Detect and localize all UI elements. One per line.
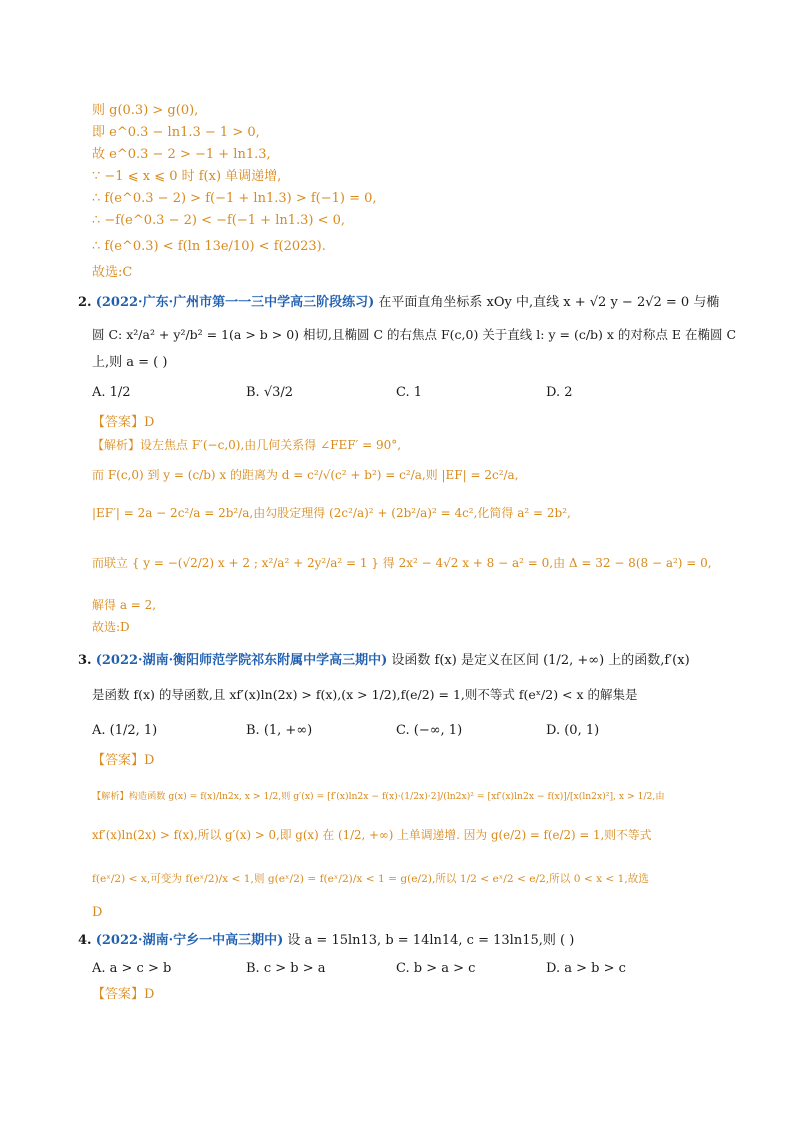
analysis-line: 解得 a = 2,: [92, 598, 157, 612]
analysis-line: 【解析】设左焦点 F′(−c,0),由几何关系得 ∠FEF′ = 90°,: [92, 438, 402, 452]
option-b: B. c > b > a: [246, 961, 326, 976]
option-a: A. a > c > b: [92, 961, 172, 976]
analysis-line: xf′(x)ln(2x) > f(x),所以 g′(x) > 0,即 g(x) 在 (1/2, +∞) 上单调递增. 因为 g(e/2) = f(e/2) = 1,则不等式: [92, 828, 652, 842]
question-4-stem: [78, 932, 574, 950]
question-text: 在平面直角坐标系 xOy 中,直线 x + √2 y − 2√2 = 0 与椭: [378, 295, 720, 310]
option-b: B. (1, +∞): [246, 723, 313, 738]
prev-solution-line: ∵ −1 ⩽ x ⩽ 0 时 f(x) 单调递增,: [92, 169, 282, 184]
prev-solution-line: ∴ f(e^0.3) < f(ln 13e/10) < f(2023).: [92, 239, 326, 254]
option-c: C. (−∞, 1): [396, 723, 463, 738]
question-number: 3.: [78, 653, 92, 668]
prev-solution-line: 故选:C: [92, 265, 133, 280]
answer: 【答案】D: [92, 753, 155, 768]
prev-solution-line: ∴ f(e^0.3 − 2) > f(−1 + ln1.3) > f(−1) = 0,: [92, 191, 377, 206]
analysis-line: 故选:D: [92, 620, 130, 634]
question-number: 2.: [78, 295, 92, 310]
question-text: 设函数 f(x) 是定义在区间 (1/2, +∞) 上的函数,f′(x): [391, 653, 690, 668]
question-2-stem: [78, 294, 719, 312]
question-text: 设 a = 15ln13, b = 14ln14, c = 13ln15,则 ( ): [287, 933, 575, 948]
analysis-line: f(eˣ/2) < x,可变为 f(eˣ/2)/x < 1,则 g(eˣ/2) = f(eˣ/2)/x < 1 = g(e/2),所以 1/2 < eˣ/2 < e/2,所以 0 < x < 1,故选: [92, 873, 649, 885]
question-number: 4.: [78, 933, 92, 948]
analysis-line: D: [92, 905, 103, 920]
question-text: 是函数 f(x) 的导函数,且 xf′(x)ln(2x) > f(x),(x > 1/2),f(e/2) = 1,则不等式 f(eˣ/2) < x 的解集是: [92, 687, 638, 702]
answer: 【答案】D: [92, 987, 155, 1002]
option-a: A. (1/2, 1): [92, 723, 158, 738]
question-text: 上,则 a = ( ): [92, 355, 168, 370]
analysis-line: 而联立 { y = −(√2/2) x + 2 ; x²/a² + 2y²/a² = 1 } 得 2x² − 4√2 x + 8 − a² = 0,由 Δ = 32 − 8(8 − a²) = 0,: [92, 556, 712, 570]
option-b: B. √3/2: [246, 385, 294, 400]
prev-solution-line: 即 e^0.3 − ln1.3 − 1 > 0,: [92, 125, 260, 140]
option-c: C. 1: [396, 385, 423, 400]
prev-solution-line: 则 g(0.3) > g(0),: [92, 103, 199, 118]
prev-solution-line: ∴ −f(e^0.3 − 2) < −f(−1 + ln1.3) < 0,: [92, 213, 346, 228]
question-source: (2022·广东·广州市第一一三中学高三阶段练习): [95, 295, 375, 310]
answer: 【答案】D: [92, 415, 155, 430]
option-d: D. a > b > c: [546, 961, 626, 976]
option-a: A. 1/2: [92, 385, 131, 400]
question-text: 圆 C: x²/a² + y²/b² = 1(a > b > 0) 相切,且椭圆 C 的右焦点 F(c,0) 关于直线 l: y = (c/b) x 的对称点 E 在椭圆 C: [92, 327, 737, 342]
option-d: D. (0, 1): [546, 723, 600, 738]
question-source: (2022·湖南·宁乡一中高三期中): [95, 933, 284, 948]
option-d: D. 2: [546, 385, 573, 400]
analysis-line: |EF′| = 2a − 2c²/a = 2b²/a,由勾股定理得 (2c²/a)² + (2b²/a)² = 4c²,化简得 a² = 2b²,: [92, 506, 571, 520]
question-source: (2022·湖南·衡阳师范学院祁东附属中学高三期中): [95, 653, 388, 668]
option-c: C. b > a > c: [396, 961, 476, 976]
prev-solution-line: 故 e^0.3 − 2 > −1 + ln1.3,: [92, 147, 271, 162]
question-3-stem: [78, 652, 690, 670]
analysis-line: 而 F(c,0) 到 y = (c/b) x 的距离为 d = c²/√(c² + b²) = c²/a,则 |EF| = 2c²/a,: [92, 468, 519, 482]
analysis-line: 【解析】构造函数 g(x) = f(x)/ln2x, x > 1/2,则 g′(x) = [f′(x)ln2x − f(x)·(1/2x)·2]/(ln2x)² = [xf′(x)ln2x − f(x)]/[x(ln2x)²], x > 1/2,由: [92, 791, 665, 802]
